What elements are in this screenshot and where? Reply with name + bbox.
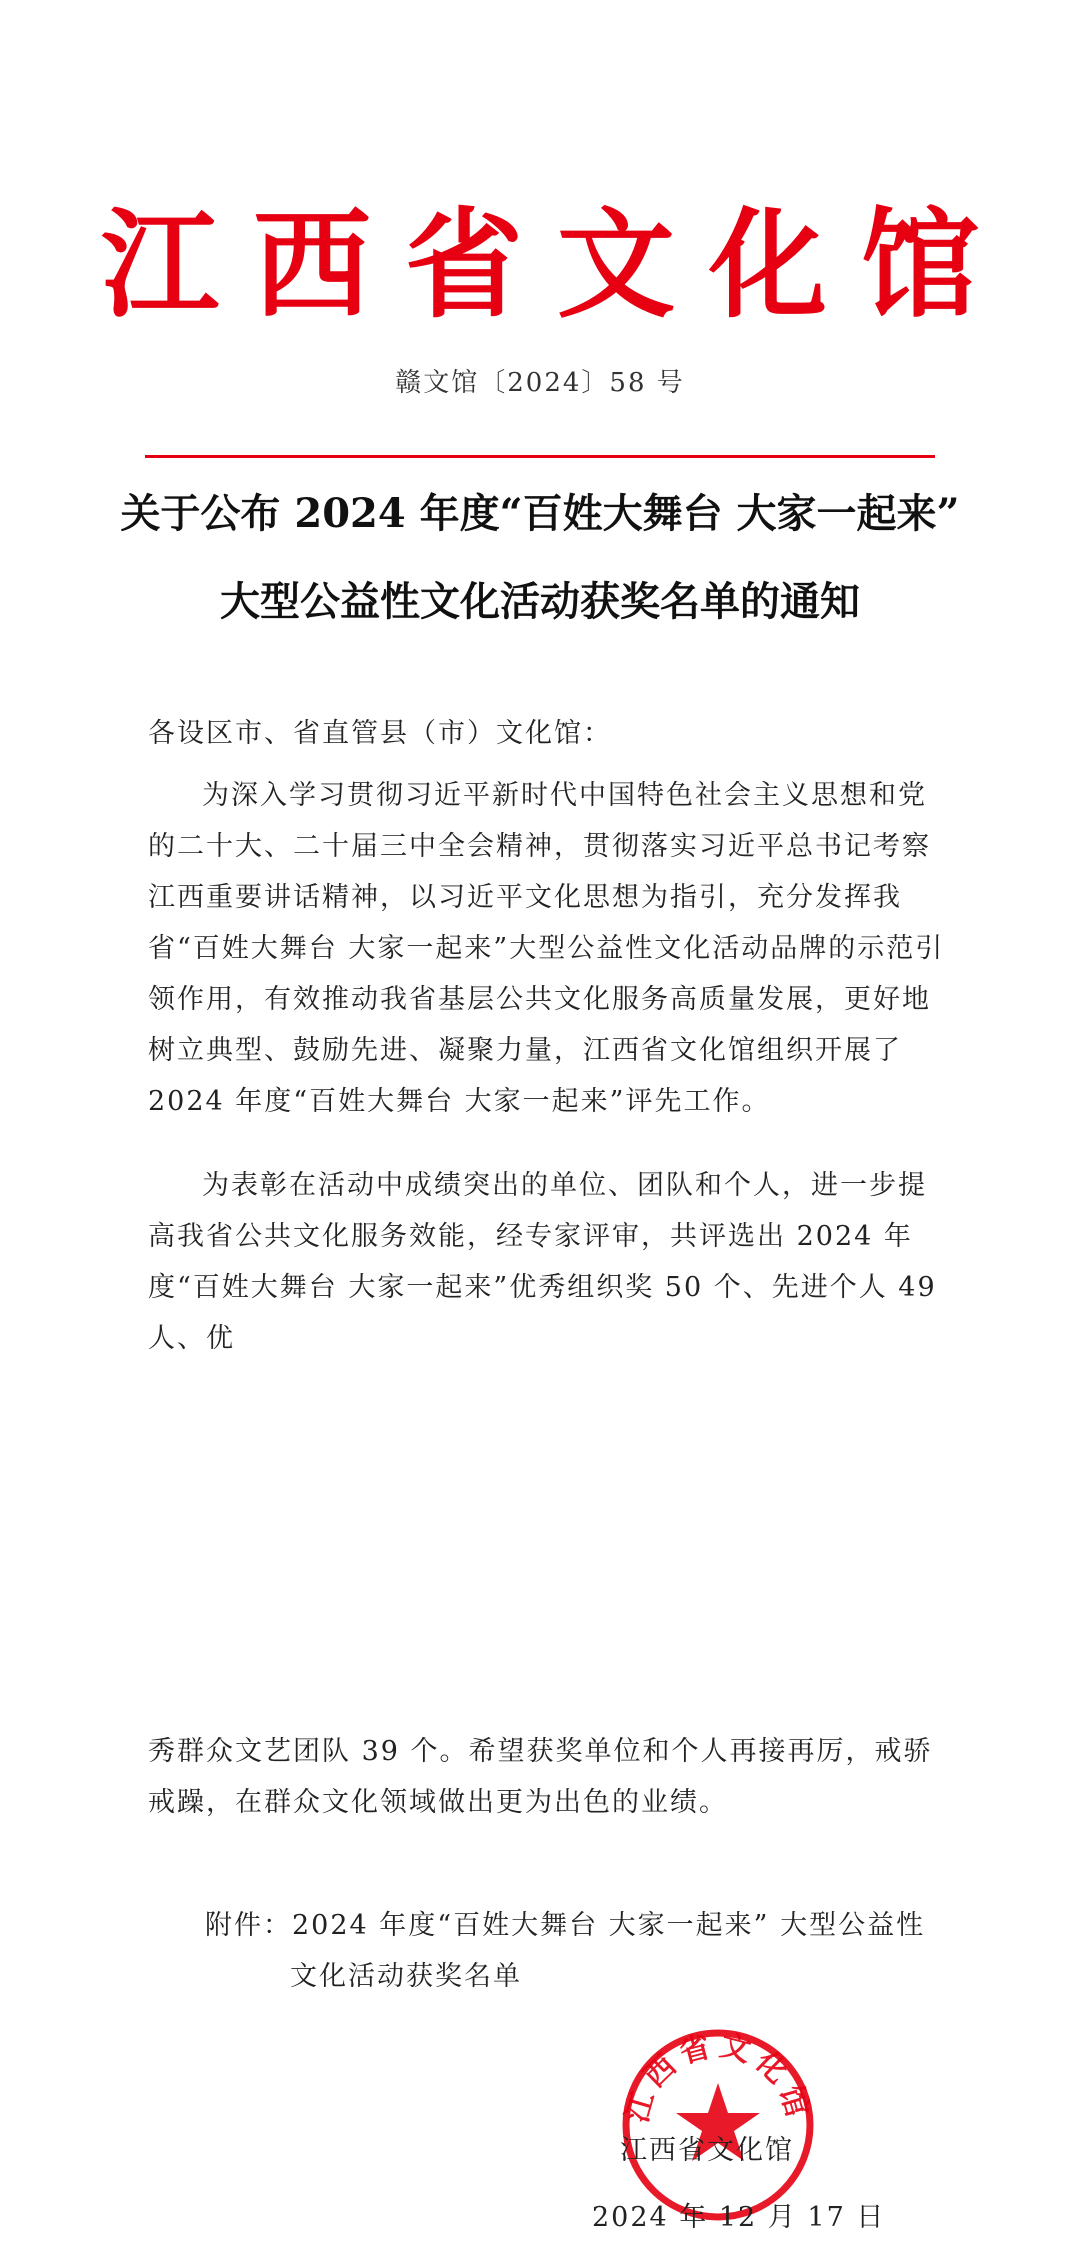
issue-date: 2024 年 12 月 17 日: [592, 2202, 886, 2233]
masthead-org-name: 江西省文化馆: [100, 195, 1013, 334]
body-paragraph-2: 为表彰在活动中成绩突出的单位、团队和个人，进一步提高我省公共文化服务效能，经专家评审，共评选出 2024 年度“百姓大舞台 大家一起来”优秀组织奖 50 个、先进个人 49 人、优: [148, 1170, 937, 1354]
issuer-name: 江西省文化馆: [620, 2135, 794, 2166]
notice-title-line-2: 大型公益性文化活动获奖名单的通知: [220, 578, 860, 625]
body-paragraph-3: 秀群众文艺团队 39 个。希望获奖单位和个人再接再厉，戒骄戒躁，在群众文化领域做出更为出色的业绩。: [148, 1736, 933, 1818]
body-paragraph-1: 为深入学习贯彻习近平新时代中国特色社会主义思想和党的二十大、二十届三中全会精神，贯彻落实习近平总书记考察江西重要讲话精神，以习近平文化思想为指引，充分发挥我省“百姓大舞台 大家一起来”大型公益性文化活动品牌的示范引领作用，有效推动我省基层公共文化服务高质量发展，更好地树立典型、鼓励先进、凝聚力量，江西省文化馆组织开展了 2024 年度“百姓大舞台 大家一起来”评先工作。: [148, 780, 945, 1117]
svg-text:江西省文化馆: 江西省文化馆: [619, 2027, 817, 2127]
salutation: 各设区市、省直管县（市）文化馆：: [148, 718, 612, 749]
attachment-note: [205, 1900, 950, 2002]
attachment-line-2: 文化活动获奖名单: [290, 1961, 522, 1992]
document-number: 赣文馆〔2024〕58 号: [395, 368, 685, 398]
red-divider-line: [145, 455, 935, 458]
attachment-line-1: 附件：2024 年度“百姓大舞台 大家一起来” 大型公益性: [205, 1910, 926, 1941]
notice-title-line-1: 关于公布 2024 年度“百姓大舞台 大家一起来”: [120, 490, 960, 537]
